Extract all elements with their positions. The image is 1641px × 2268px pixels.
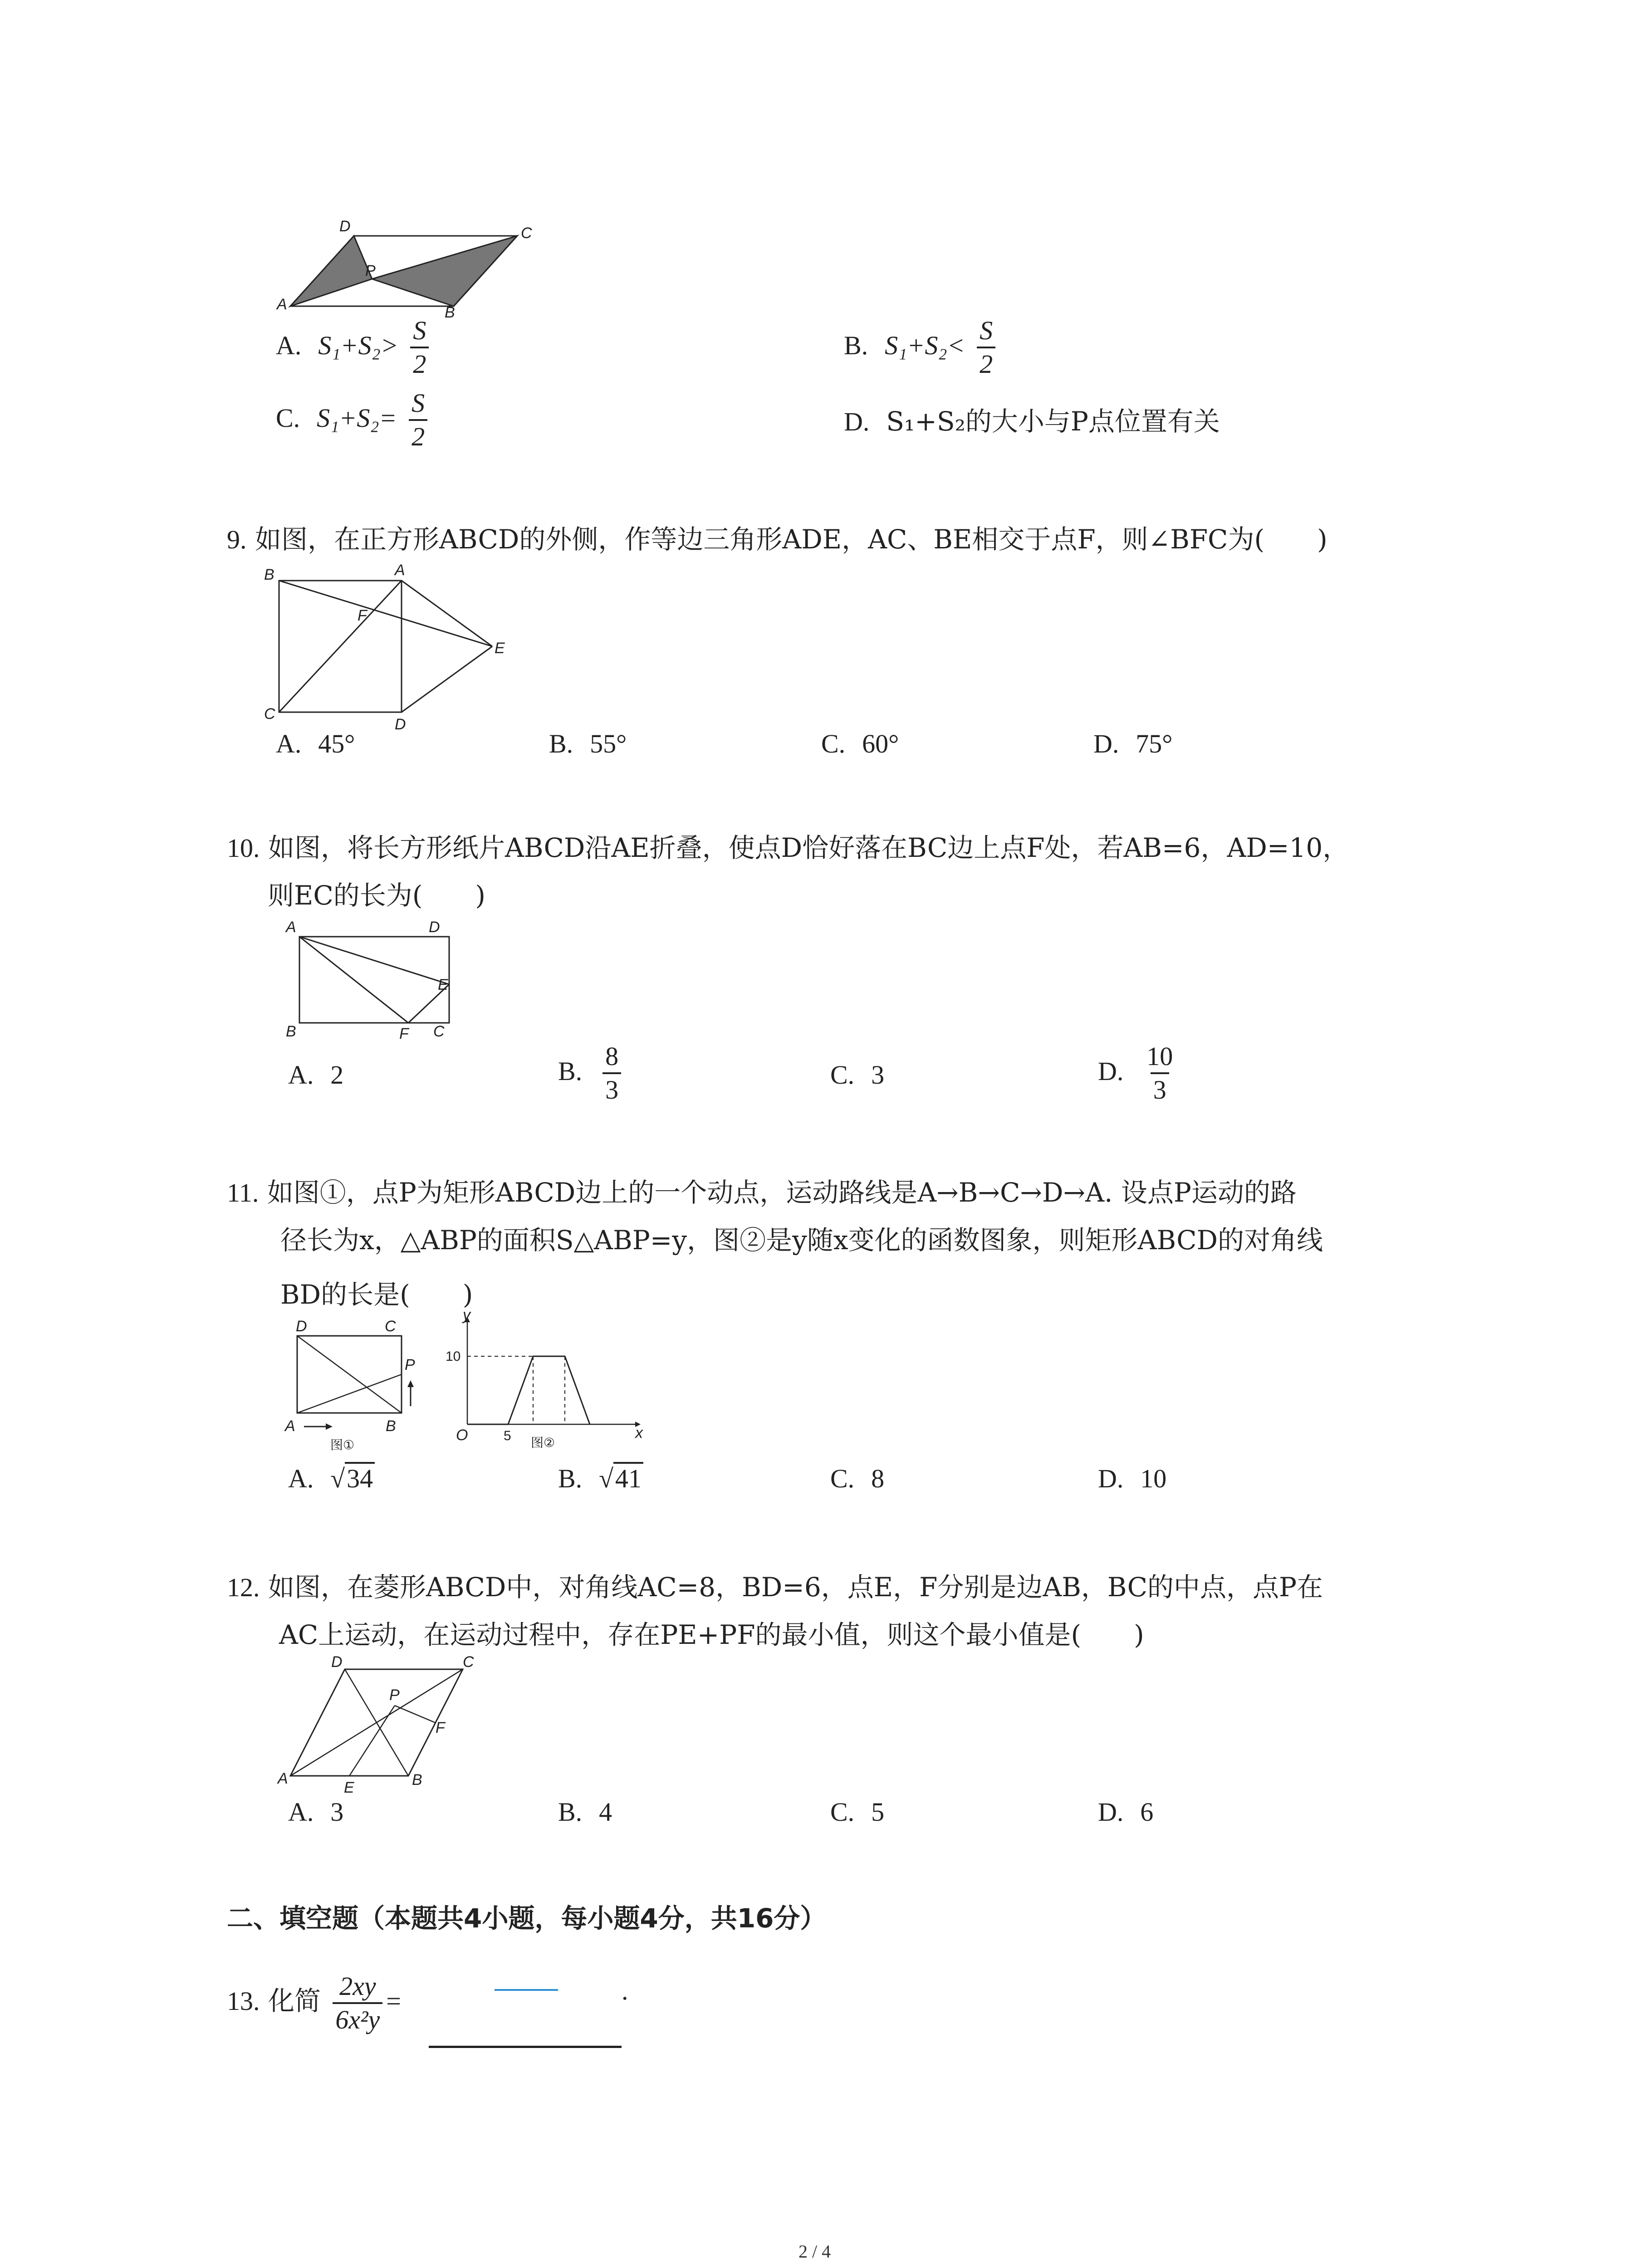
- option-letter: C.: [830, 1464, 855, 1493]
- option-text: S₁+S₂<: [885, 331, 965, 361]
- option-letter: A.: [288, 1797, 314, 1827]
- q10-option-c[interactable]: [830, 1061, 884, 1088]
- question-text: 径长为x，△ABP的面积S△ABP=y，图②是y随x变化的函数图象，则矩形ABCD的对角线: [280, 1225, 1323, 1256]
- option-value: 5: [871, 1797, 885, 1827]
- q12-figure: [268, 1651, 481, 1798]
- option-letter: D.: [844, 407, 870, 436]
- q12-option-a[interactable]: [288, 1799, 343, 1825]
- q12-option-d[interactable]: [1098, 1799, 1153, 1825]
- q11-fig1-label-D: D: [296, 1318, 307, 1335]
- section-title: 二、填空题（本题共4小题，每小题4分，共16分）: [227, 1903, 827, 1934]
- q11-option-a[interactable]: [288, 1465, 375, 1492]
- q12-label-C: C: [463, 1653, 474, 1671]
- q11-fig2-origin: O: [456, 1427, 468, 1444]
- q13-stem: [227, 1973, 401, 2033]
- q10-label-B: B: [286, 1023, 296, 1040]
- page-number: 2 / 4: [798, 2241, 831, 2262]
- q11-option-d[interactable]: [1098, 1465, 1166, 1492]
- q13-period: .: [622, 1976, 628, 2005]
- option-value: 55°: [590, 729, 627, 758]
- q11-fig1-label-P: P: [405, 1356, 415, 1374]
- q11-option-b[interactable]: [558, 1465, 643, 1492]
- q11-fig1-label-A: A: [285, 1418, 295, 1435]
- option-letter: A.: [288, 1060, 314, 1090]
- question-text: BD的长是( ): [280, 1279, 473, 1310]
- q12-option-c[interactable]: [830, 1799, 884, 1825]
- option-letter: C.: [821, 729, 846, 758]
- option-letter: B.: [549, 729, 573, 758]
- fraction: $\frac{S}{2}$: [409, 390, 427, 450]
- option-letter: A.: [276, 729, 302, 758]
- q11-stem-line2: [280, 1225, 1323, 1256]
- option-letter: D.: [1098, 1797, 1124, 1827]
- fraction: $\frac{S}{2}$: [410, 318, 429, 377]
- q11-fig1-label-B: B: [386, 1418, 396, 1435]
- q9-option-b[interactable]: [549, 730, 627, 757]
- q8-label-C: C: [521, 225, 532, 242]
- q10-stem: [227, 832, 1349, 863]
- option-value: 75°: [1136, 729, 1173, 758]
- option-letter: D.: [1098, 1464, 1124, 1493]
- q12-label-F: F: [436, 1719, 445, 1736]
- option-letter: B.: [558, 1797, 583, 1827]
- q12-label-A: A: [278, 1770, 288, 1787]
- option-letter: B.: [558, 1464, 583, 1493]
- q13-answer-blank[interactable]: [429, 2046, 622, 2048]
- question-number: 9.: [227, 525, 247, 554]
- q11-figure2: [436, 1306, 644, 1467]
- option-letter: A.: [288, 1464, 314, 1493]
- option-value: 6: [1140, 1797, 1154, 1827]
- q11-fig1-caption: 图①: [330, 1437, 355, 1452]
- q9-option-a[interactable]: [276, 730, 355, 757]
- q9-option-d[interactable]: [1093, 730, 1172, 757]
- answer-hint-line: [495, 1989, 558, 1991]
- sqrt: √34: [330, 1462, 375, 1493]
- sqrt: √41: [599, 1462, 643, 1493]
- q9-label-D: D: [395, 716, 406, 733]
- q12-stem: [227, 1574, 1323, 1601]
- q11-option-c[interactable]: [830, 1465, 884, 1492]
- q10-label-A: A: [286, 919, 296, 936]
- question-number: 11.: [227, 1178, 259, 1207]
- q11-fig2-xtick: 5: [504, 1428, 511, 1443]
- q12-label-E: E: [344, 1779, 354, 1796]
- fraction: $\frac{8}{3}$: [603, 1043, 621, 1103]
- question-text: 化简: [268, 1985, 321, 2017]
- question-text: 如图，将长方形纸片ABCD沿AE折叠，使点D恰好落在BC边上点F处，若AB=6，AD=10，: [268, 832, 1349, 863]
- question-text: 则EC的长为( ): [268, 880, 485, 911]
- option-value: 10: [1140, 1464, 1167, 1493]
- q12-stem-line2: [279, 1619, 1144, 1650]
- fraction: $\frac{S}{2}$: [977, 318, 995, 377]
- q9-label-E: E: [495, 640, 505, 657]
- option-text: S₁+S₂的大小与P点位置有关: [886, 406, 1220, 437]
- fraction: $\frac{2xy}{\text{6x²y}}$: [333, 1973, 382, 2033]
- q8-label-A: A: [277, 296, 287, 313]
- q12-option-b[interactable]: [558, 1799, 612, 1825]
- q11-fig2-axis-y: y: [463, 1306, 470, 1324]
- q8-label-D: D: [339, 218, 351, 235]
- question-number: 12.: [227, 1573, 260, 1602]
- option-letter: C.: [830, 1060, 855, 1090]
- option-value: 45°: [318, 729, 355, 758]
- equals-sign: =: [386, 1986, 401, 2016]
- q9-option-c[interactable]: [821, 730, 899, 757]
- q11-stem: [227, 1179, 1297, 1206]
- q10-option-d[interactable]: [1098, 1043, 1179, 1103]
- option-text: S₁+S₂=: [317, 403, 397, 433]
- q8-option-c[interactable]: [276, 390, 431, 450]
- q11-fig1-label-C: C: [385, 1318, 396, 1335]
- q10-option-b[interactable]: [558, 1043, 625, 1103]
- option-value: 4: [599, 1797, 612, 1827]
- option-letter: B.: [844, 331, 868, 361]
- q8-option-b[interactable]: [844, 318, 999, 377]
- q9-label-F: F: [358, 607, 367, 624]
- q10-stem-line2: [268, 882, 485, 909]
- option-letter: D.: [1093, 729, 1119, 758]
- fraction: $\frac{10}{3}$: [1146, 1041, 1173, 1105]
- option-value: 3: [330, 1797, 344, 1827]
- q9-label-B: B: [264, 566, 274, 583]
- option-letter: D.: [1098, 1056, 1124, 1086]
- option-letter: C.: [830, 1797, 855, 1827]
- option-value: 60°: [862, 729, 899, 758]
- q11-fig2-axis-x: x: [635, 1424, 643, 1442]
- q12-label-D: D: [331, 1653, 343, 1671]
- q9-figure: [259, 562, 531, 733]
- question-number: 10.: [227, 833, 260, 863]
- q10-label-E: E: [438, 976, 448, 993]
- question-text: AC上运动，在运动过程中，存在PE+PF的最小值，则这个最小值是( ): [279, 1619, 1144, 1650]
- q11-fig2-ytick: 10: [446, 1349, 461, 1364]
- question-text: 如图①，点P为矩形ABCD边上的一个动点，运动路线是A→B→C→D→A. 设点P运动的路: [267, 1177, 1297, 1208]
- q11-figure1: [277, 1315, 422, 1462]
- question-text: 如图，在菱形ABCD中，对角线AC=8，BD=6，点E，F分别是边AB，BC的中点，点P在: [268, 1572, 1323, 1603]
- q9-label-C: C: [264, 705, 275, 723]
- q8-option-a[interactable]: [276, 318, 432, 377]
- option-text: S₁+S₂>: [318, 331, 398, 361]
- option-value: 8: [871, 1464, 885, 1493]
- q10-label-F: F: [399, 1025, 409, 1042]
- option-letter: C.: [276, 403, 300, 433]
- q12-label-P: P: [389, 1686, 400, 1704]
- q10-option-a[interactable]: [288, 1061, 343, 1088]
- q11-fig2-caption: 图②: [531, 1435, 555, 1450]
- q8-label-P: P: [365, 262, 376, 279]
- q10-figure: [277, 916, 467, 1041]
- q8-option-d[interactable]: [844, 408, 1220, 435]
- option-value: 2: [330, 1060, 344, 1090]
- q9-label-A: A: [395, 562, 405, 579]
- q8-figure: [263, 213, 554, 319]
- q9-stem: [227, 526, 1327, 553]
- q10-label-C: C: [433, 1023, 445, 1040]
- question-text: 如图，在正方形ABCD的外侧，作等边三角形ADE，AC、BE相交于点F，则∠BFC为( ): [255, 524, 1327, 555]
- question-number: 13.: [227, 1986, 260, 2016]
- q8-label-B: B: [445, 304, 455, 321]
- option-value: 3: [871, 1060, 885, 1090]
- option-letter: A.: [276, 331, 302, 361]
- option-letter: B.: [558, 1056, 583, 1086]
- q11-stem-line3: [280, 1281, 473, 1308]
- q12-label-B: B: [412, 1771, 422, 1789]
- q10-label-D: D: [429, 919, 440, 936]
